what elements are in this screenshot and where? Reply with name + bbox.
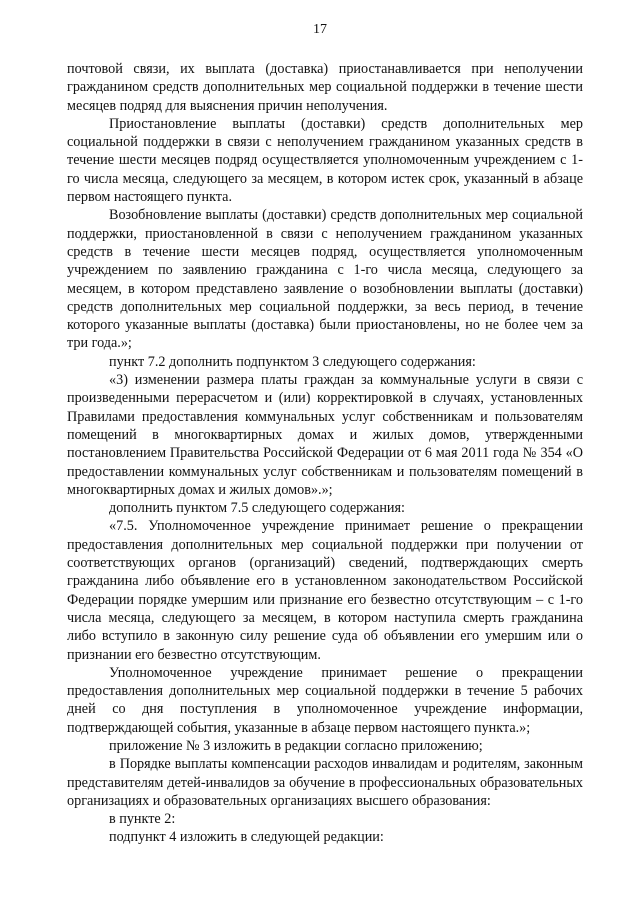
paragraph: в пункте 2: <box>109 811 176 828</box>
paragraph: Уполномоченное учреждение принимает решение о прекращении предоставления дополнительных мер социальной поддержки в течение 5 рабочих дней со дня поступления в уполномоченное учреждение информации, подтверждающей события, указанные в абзаце первом настоящего пункта.»; <box>67 664 583 736</box>
paragraph: приложение № 3 изложить в редакции согласно приложению; <box>109 737 483 754</box>
paragraph: «3) изменении размера платы граждан за коммунальные услуги в связи с произведенными перерасчетом и (или) корректировкой в случаях, установленных Правилами предоставления коммунальных услуг собственникам и пользователям помещений в многоквартирных домах и жилых домов, утвержденными постановлением Правительства Российской Федерации от 6 мая 2011 года № 354 «О предоставлении коммунальных услуг собственникам и пользователям помещений в многоквартирных домах и жилых домов».»; <box>67 372 583 498</box>
paragraph: Возобновление выплаты (доставки) средств дополнительных мер социальной поддержки, приостановленной в связи с неполучением гражданином указанных средств в течение шести месяцев подряд, осуществляется уполномоченным учреждением по заявлению гражданина с 1-го числа месяца, следующего за месяцем, в котором представлено заявление о возобновлении выплаты (доставки) средств дополнительных мер социальной поддержки, за весь период, в течение которого указанные выплаты (доставка) были приостановлены, но не более чем за три года.»; <box>67 207 583 352</box>
page-number: 17 <box>313 22 327 37</box>
paragraph: в Порядке выплаты компенсации расходов инвалидам и родителям, законным представителям детей-инвалидов за обучение в профессиональных образовательных организациях и образовательных организациях высшего образования: <box>67 756 583 809</box>
paragraph: пункт 7.2 дополнить подпунктом 3 следующего содержания: <box>109 353 476 370</box>
paragraph: Приостановление выплаты (доставки) средств дополнительных мер социальной поддержки в связи с неполучением гражданином указанных средств в течение шести месяцев подряд осуществляется уполномоченным учреждением с 1-го числа месяца, следующего за месяцем, в котором истек срок, указанный в абзаце первом настоящего пункта. <box>67 115 583 206</box>
document-body <box>67 60 583 847</box>
paragraph: «7.5. Уполномоченное учреждение принимает решение о прекращении предоставления дополнительных мер социальной поддержки при получении от соответствующих органов (организаций) сведений, подтверждающих смерть гражданина либо объявление его в установленном законодательством Российской Федерации порядке умершим или признание его безвестно отсутствующим – с 1-го числа месяца, следующего за месяцем, в котором наступила смерть гражданина либо вступило в законную силу решение суда об объявлении его умершим или о признании его безвестно отсутствующим. <box>67 518 583 663</box>
paragraph: подпункт 4 изложить в следующей редакции: <box>109 829 384 846</box>
paragraph: почтовой связи, их выплата (доставка) приостанавливается при неполучении гражданином средств дополнительных мер социальной поддержки в течение шести месяцев подряд для выяснения причин неполучения. <box>67 61 583 114</box>
paragraph: дополнить пунктом 7.5 следующего содержания: <box>109 500 405 517</box>
